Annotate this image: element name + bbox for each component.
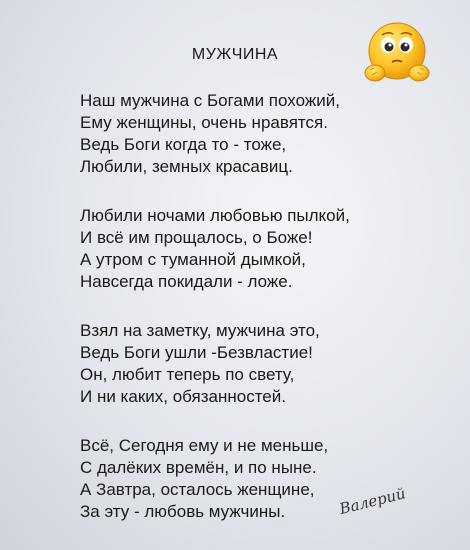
- poem-line: Он, любит теперь по свету,: [80, 365, 295, 384]
- poem-title: МУЖЧИНА: [191, 46, 279, 63]
- poem-line: С далёких времён, и по ныне.: [80, 458, 317, 477]
- poem-line: Ему женщины, очень нравятся.: [80, 113, 328, 132]
- stanza-2: [80, 205, 440, 293]
- poem-line: Ведь Боги когда то - тоже,: [80, 135, 287, 154]
- stanza-4: [80, 435, 440, 523]
- poem-line: Любили, земных красавиц.: [80, 157, 293, 176]
- poem-line: Наш мужчина с Богами похожий,: [80, 91, 340, 110]
- poem-line: А Завтра, осталось женщине,: [80, 480, 315, 499]
- poem-body: [80, 90, 440, 550]
- smiley-face-icon: [362, 18, 432, 88]
- poem-line: А утром с туманной дымкой,: [80, 250, 306, 269]
- poem-line: Любили ночами любовью пылкой,: [80, 206, 350, 225]
- poem-line: За эту - любовь мужчины.: [80, 502, 286, 521]
- poem-line: Ведь Боги ушли -Безвластие!: [80, 343, 313, 362]
- poem-line: Взял на заметку, мужчина это,: [80, 321, 320, 340]
- poem-line: И всё им прощалось, о Боже!: [80, 228, 313, 247]
- poem-line: И ни каких, обязанностей.: [80, 387, 286, 406]
- author-signature: Валерий: [337, 484, 408, 518]
- poem-line: Всё, Сегодня ему и не меньше,: [80, 436, 329, 455]
- stanza-1: [80, 90, 440, 178]
- stanza-3: [80, 320, 440, 408]
- poem-line: Навсегда покидали - ложе.: [80, 272, 293, 291]
